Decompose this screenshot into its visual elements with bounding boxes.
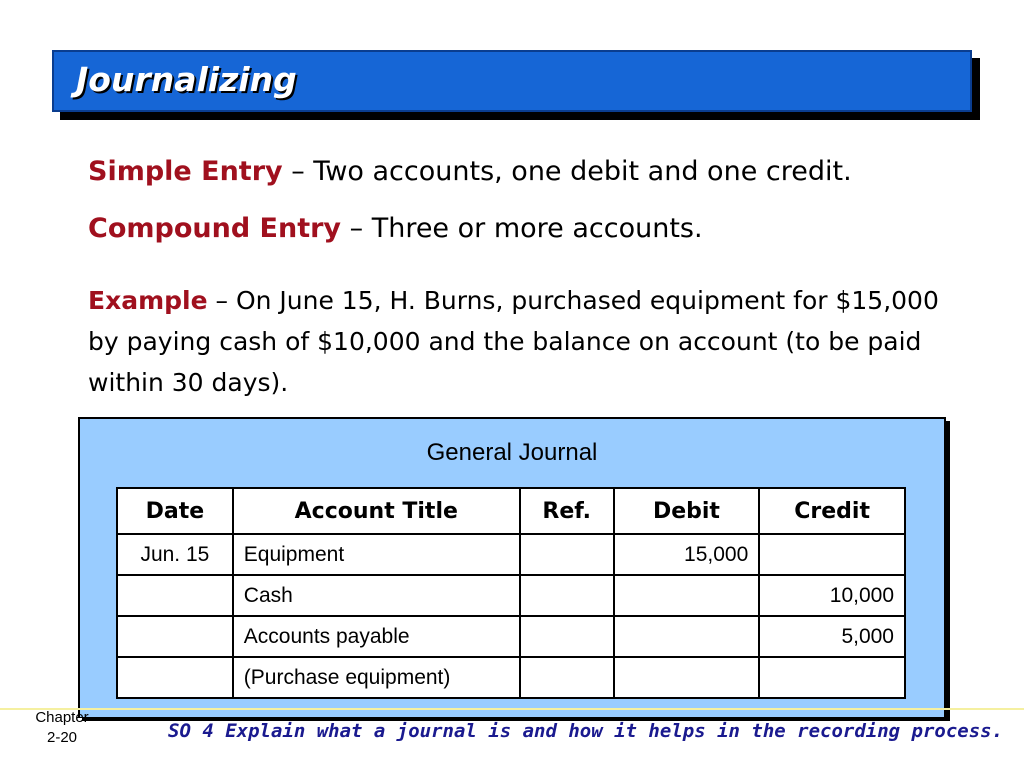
row-credit: 5,000 (759, 616, 905, 657)
row-credit: 10,000 (759, 575, 905, 616)
journal-header-row (117, 488, 905, 534)
row-debit (614, 657, 760, 698)
row-date (117, 575, 233, 616)
row-ref (520, 534, 614, 575)
row-account: Equipment (233, 534, 520, 575)
row-account: Accounts payable (233, 616, 520, 657)
example-paragraph (88, 280, 968, 403)
row-credit (759, 534, 905, 575)
row-debit: 15,000 (614, 534, 760, 575)
table-row (117, 534, 905, 575)
compound-entry-definition (88, 213, 703, 244)
header-credit: Credit (759, 488, 905, 534)
simple-entry-definition (88, 156, 852, 187)
table-row (117, 616, 905, 657)
header-account-title: Account Title (233, 488, 520, 534)
row-date (117, 657, 233, 698)
compound-entry-description: – Three or more accounts. (341, 213, 703, 244)
example-term: Example (88, 286, 208, 315)
simple-entry-term: Simple Entry (88, 156, 283, 187)
row-credit (759, 657, 905, 698)
header-debit: Debit (614, 488, 760, 534)
header-ref: Ref. (520, 488, 614, 534)
chapter-label (32, 708, 92, 748)
title-bar (52, 50, 972, 112)
chapter-label-text: Chapter (35, 709, 89, 726)
general-journal-panel (78, 417, 946, 717)
row-ref (520, 616, 614, 657)
example-text: – On June 15, H. Burns, purchased equipment for $15,000 by paying cash of $10,000 and the balance on account (to be paid within 30 days). (88, 286, 939, 397)
row-ref (520, 657, 614, 698)
row-debit (614, 616, 760, 657)
row-account: (Purchase equipment) (233, 657, 520, 698)
study-objective: SO 4 Explain what a journal is and how it helps in the recording process. (168, 720, 1004, 742)
row-ref (520, 575, 614, 616)
row-date (117, 616, 233, 657)
row-debit (614, 575, 760, 616)
table-row (117, 657, 905, 698)
header-date: Date (117, 488, 233, 534)
footer-divider (0, 708, 1024, 710)
journal-title: General Journal (426, 439, 598, 466)
simple-entry-description: – Two accounts, one debit and one credit. (282, 156, 852, 187)
journal-table (116, 487, 906, 699)
row-date: Jun. 15 (117, 534, 233, 575)
slide-title: Journalizing (76, 60, 297, 99)
compound-entry-term: Compound Entry (88, 213, 342, 244)
chapter-number: 2-20 (46, 729, 78, 746)
table-row (117, 575, 905, 616)
row-account: Cash (233, 575, 520, 616)
